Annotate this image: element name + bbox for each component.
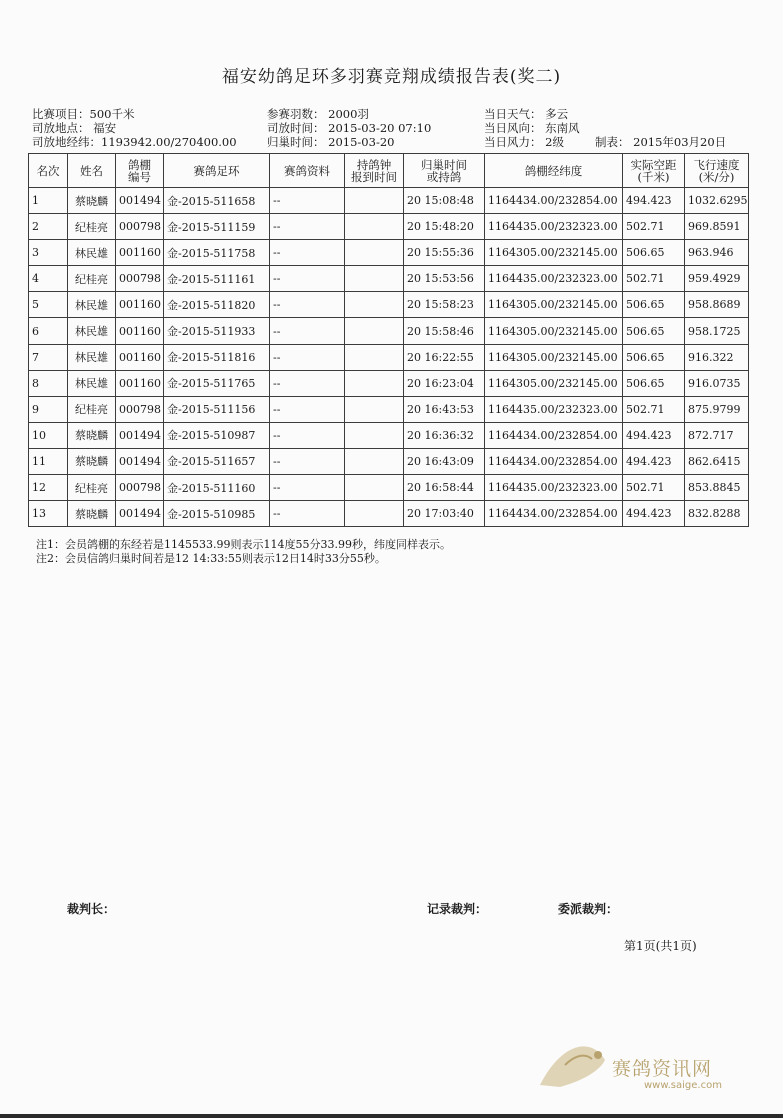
- cell-loft-id: 001494: [116, 188, 164, 214]
- cell-arrival-time: 20 16:36:32: [404, 422, 485, 448]
- cell-name: 纪桂亮: [68, 214, 116, 240]
- cell-loft-id: 001160: [116, 318, 164, 344]
- table-row: [29, 475, 749, 501]
- table-row: [29, 448, 749, 474]
- meta-report-date: 制表： 2015年03月20日: [595, 135, 727, 149]
- cell-speed: 969.8591: [685, 214, 749, 240]
- cell-speed: 958.8689: [685, 292, 749, 318]
- cell-name: 蔡晓麟: [68, 188, 116, 214]
- cell-clock-time: [345, 188, 404, 214]
- cell-arrival-time: 20 15:58:46: [404, 318, 485, 344]
- meta-entry-count: 参赛羽数： 2000羽: [267, 107, 369, 121]
- table-row: [29, 318, 749, 344]
- cell-clock-time: [345, 448, 404, 474]
- column-header-line: 编号: [128, 169, 151, 184]
- cell-distance: 494.423: [623, 188, 685, 214]
- cell-speed: 1032.6295: [685, 188, 749, 214]
- meta-weather: 当日天气： 多云: [484, 107, 569, 121]
- cell-distance: 502.71: [623, 266, 685, 292]
- meta-release-time: 司放时间： 2015-03-20 07:10: [267, 121, 432, 135]
- cell-rank: 4: [29, 266, 68, 292]
- cell-distance: 502.71: [623, 214, 685, 240]
- scan-edge: [0, 1114, 783, 1118]
- cell-bird-info: --: [270, 214, 345, 240]
- cell-loft-id: 000798: [116, 475, 164, 501]
- watermark-text: 赛鸽资讯网: [612, 1058, 713, 1080]
- signature-assigned-judge: 委派裁判：: [558, 902, 619, 916]
- cell-rank: 7: [29, 344, 68, 370]
- cell-distance: 506.65: [623, 370, 685, 396]
- cell-loft-coords: 1164435.00/232323.00: [485, 475, 623, 501]
- cell-name: 林民雄: [68, 344, 116, 370]
- column-header-line: 实际空距: [630, 157, 677, 172]
- cell-loft-id: 001160: [116, 344, 164, 370]
- cell-name: 纪桂亮: [68, 396, 116, 422]
- cell-loft-id: 001494: [116, 501, 164, 527]
- column-header-line: 归巢时间: [421, 157, 467, 172]
- cell-rank: 2: [29, 214, 68, 240]
- table-row: [29, 240, 749, 266]
- cell-arrival-time: 20 16:43:53: [404, 396, 485, 422]
- cell-loft-id: 000798: [116, 396, 164, 422]
- table-row: [29, 422, 749, 448]
- cell-distance: 502.71: [623, 475, 685, 501]
- cell-clock-time: [345, 318, 404, 344]
- cell-ring-number: 金-2015-511658: [164, 188, 270, 214]
- cell-loft-coords: 1164434.00/232854.00: [485, 422, 623, 448]
- table-row: [29, 501, 749, 527]
- note-2: 注2：会员信鸽归巢时间若是12 14:33:55则表示12日14时33分55秒。: [36, 552, 386, 565]
- cell-loft-id: 000798: [116, 266, 164, 292]
- cell-bird-info: --: [270, 292, 345, 318]
- cell-ring-number: 金-2015-511657: [164, 448, 270, 474]
- cell-distance: 494.423: [623, 422, 685, 448]
- column-header: [116, 154, 164, 188]
- cell-loft-coords: 1164434.00/232854.00: [485, 188, 623, 214]
- meta-race-item: 比赛项目：500千米: [32, 107, 135, 121]
- cell-name: 蔡晓麟: [68, 501, 116, 527]
- column-header: [68, 154, 116, 188]
- cell-speed: 853.8845: [685, 475, 749, 501]
- cell-clock-time: [345, 344, 404, 370]
- cell-loft-coords: 1164434.00/232854.00: [485, 501, 623, 527]
- cell-clock-time: [345, 370, 404, 396]
- column-header: [485, 154, 623, 188]
- cell-loft-coords: 1164305.00/232145.00: [485, 370, 623, 396]
- page-title: 福安幼鸽足环多羽赛竞翔成绩报告表(奖二): [221, 67, 562, 87]
- cell-speed: 959.4929: [685, 266, 749, 292]
- column-header-line: 姓名: [80, 163, 103, 178]
- cell-speed: 916.322: [685, 344, 749, 370]
- meta-release-coords: 司放地经纬：1193942.00/270400.00: [32, 135, 237, 149]
- cell-speed: 872.717: [685, 422, 749, 448]
- cell-name: 纪桂亮: [68, 475, 116, 501]
- cell-ring-number: 金-2015-511820: [164, 292, 270, 318]
- meta-return-time: 归巢时间： 2015-03-20: [267, 135, 395, 149]
- cell-bird-info: --: [270, 475, 345, 501]
- watermark-url: www.saige.com: [644, 1080, 722, 1091]
- table-row: [29, 266, 749, 292]
- notes: [36, 538, 451, 566]
- cell-name: 蔡晓麟: [68, 448, 116, 474]
- cell-ring-number: 金-2015-511816: [164, 344, 270, 370]
- cell-bird-info: --: [270, 396, 345, 422]
- cell-clock-time: [345, 214, 404, 240]
- cell-name: 林民雄: [68, 292, 116, 318]
- meta-wind-direction: 当日风向： 东南风: [484, 121, 580, 135]
- table-row: [29, 396, 749, 422]
- cell-speed: 875.9799: [685, 396, 749, 422]
- cell-loft-coords: 1164434.00/232854.00: [485, 448, 623, 474]
- cell-ring-number: 金-2015-510987: [164, 422, 270, 448]
- cell-rank: 9: [29, 396, 68, 422]
- column-header: [345, 154, 404, 188]
- cell-rank: 10: [29, 422, 68, 448]
- column-header: [164, 154, 270, 188]
- cell-ring-number: 金-2015-511159: [164, 214, 270, 240]
- cell-loft-coords: 1164305.00/232145.00: [485, 318, 623, 344]
- cell-loft-coords: 1164305.00/232145.00: [485, 292, 623, 318]
- column-header-line: 赛鸽足环: [193, 163, 240, 178]
- cell-clock-time: [345, 240, 404, 266]
- cell-bird-info: --: [270, 240, 345, 266]
- table-row: [29, 188, 749, 214]
- column-header-line: 报到时间: [351, 169, 397, 184]
- cell-ring-number: 金-2015-511933: [164, 318, 270, 344]
- cell-name: 林民雄: [68, 240, 116, 266]
- column-header-line: 鸽棚经纬度: [524, 163, 583, 178]
- cell-clock-time: [345, 501, 404, 527]
- cell-loft-id: 000798: [116, 214, 164, 240]
- cell-distance: 494.423: [623, 501, 685, 527]
- cell-bird-info: --: [270, 370, 345, 396]
- cell-clock-time: [345, 292, 404, 318]
- note-1: 注1：会员鸽棚的东经若是1145533.99则表示114度55分33.99秒，纬度同样表示。: [36, 538, 451, 551]
- column-header-line: 或持鸽: [426, 169, 462, 184]
- cell-name: 纪桂亮: [68, 266, 116, 292]
- cell-distance: 506.65: [623, 318, 685, 344]
- cell-arrival-time: 20 16:23:04: [404, 370, 485, 396]
- column-header: [623, 154, 685, 188]
- cell-speed: 916.0735: [685, 370, 749, 396]
- cell-rank: 5: [29, 292, 68, 318]
- cell-clock-time: [345, 475, 404, 501]
- signature-chief-judge: 裁判长：: [67, 902, 116, 916]
- cell-loft-coords: 1164305.00/232145.00: [485, 344, 623, 370]
- cell-loft-coords: 1164435.00/232323.00: [485, 266, 623, 292]
- cell-arrival-time: 20 17:03:40: [404, 501, 485, 527]
- cell-distance: 506.65: [623, 292, 685, 318]
- cell-distance: 502.71: [623, 396, 685, 422]
- cell-rank: 12: [29, 475, 68, 501]
- page-number: 第1页(共1页): [624, 939, 697, 953]
- cell-clock-time: [345, 422, 404, 448]
- cell-arrival-time: 20 16:58:44: [404, 475, 485, 501]
- cell-speed: 832.8288: [685, 501, 749, 527]
- cell-bird-info: --: [270, 344, 345, 370]
- cell-bird-info: --: [270, 318, 345, 344]
- signature-record-judge: 记录裁判：: [427, 902, 488, 916]
- cell-clock-time: [345, 266, 404, 292]
- cell-arrival-time: 20 15:58:23: [404, 292, 485, 318]
- table-header-row: [29, 154, 749, 188]
- table-row: [29, 344, 749, 370]
- cell-rank: 11: [29, 448, 68, 474]
- cell-ring-number: 金-2015-510985: [164, 501, 270, 527]
- cell-ring-number: 金-2015-511156: [164, 396, 270, 422]
- cell-bird-info: --: [270, 448, 345, 474]
- cell-distance: 494.423: [623, 448, 685, 474]
- column-header: [29, 154, 68, 188]
- cell-distance: 506.65: [623, 240, 685, 266]
- results-table: [28, 153, 749, 527]
- cell-loft-id: 001494: [116, 448, 164, 474]
- cell-rank: 6: [29, 318, 68, 344]
- cell-arrival-time: 20 16:22:55: [404, 344, 485, 370]
- cell-arrival-time: 20 15:53:56: [404, 266, 485, 292]
- cell-arrival-time: 20 16:43:09: [404, 448, 485, 474]
- cell-ring-number: 金-2015-511765: [164, 370, 270, 396]
- column-header-line: (米/分): [698, 169, 735, 184]
- cell-ring-number: 金-2015-511758: [164, 240, 270, 266]
- cell-loft-id: 001160: [116, 240, 164, 266]
- cell-loft-coords: 1164435.00/232323.00: [485, 396, 623, 422]
- cell-arrival-time: 20 15:55:36: [404, 240, 485, 266]
- cell-bird-info: --: [270, 188, 345, 214]
- cell-rank: 13: [29, 501, 68, 527]
- cell-rank: 1: [29, 188, 68, 214]
- table-row: [29, 370, 749, 396]
- table-row: [29, 214, 749, 240]
- column-header-line: 飞行速度: [693, 157, 740, 172]
- cell-ring-number: 金-2015-511161: [164, 266, 270, 292]
- column-header: [685, 154, 749, 188]
- cell-speed: 862.6415: [685, 448, 749, 474]
- column-header-line: 赛鸽资料: [284, 163, 330, 178]
- cell-loft-coords: 1164305.00/232145.00: [485, 240, 623, 266]
- cell-speed: 958.1725: [685, 318, 749, 344]
- cell-loft-id: 001160: [116, 370, 164, 396]
- cell-name: 林民雄: [68, 318, 116, 344]
- cell-speed: 963.946: [685, 240, 749, 266]
- cell-loft-id: 001494: [116, 422, 164, 448]
- column-header-line: 鸽棚: [128, 157, 151, 172]
- cell-rank: 8: [29, 370, 68, 396]
- column-header-line: 持鸽钟: [356, 157, 392, 172]
- cell-name: 蔡晓麟: [68, 422, 116, 448]
- column-header-line: (千米): [637, 169, 670, 184]
- cell-rank: 3: [29, 240, 68, 266]
- cell-name: 林民雄: [68, 370, 116, 396]
- cell-arrival-time: 20 15:08:48: [404, 188, 485, 214]
- meta-release-place: 司放地点： 福安: [32, 121, 117, 135]
- cell-bird-info: --: [270, 501, 345, 527]
- meta-wind-force: 当日风力： 2级: [484, 135, 564, 149]
- cell-loft-id: 001160: [116, 292, 164, 318]
- cell-loft-coords: 1164435.00/232323.00: [485, 214, 623, 240]
- cell-ring-number: 金-2015-511160: [164, 475, 270, 501]
- column-header: [404, 154, 485, 188]
- column-header-line: 名次: [36, 163, 60, 178]
- column-header: [270, 154, 345, 188]
- cell-bird-info: --: [270, 266, 345, 292]
- cell-bird-info: --: [270, 422, 345, 448]
- table-row: [29, 292, 749, 318]
- cell-clock-time: [345, 396, 404, 422]
- cell-distance: 506.65: [623, 344, 685, 370]
- cell-arrival-time: 20 15:48:20: [404, 214, 485, 240]
